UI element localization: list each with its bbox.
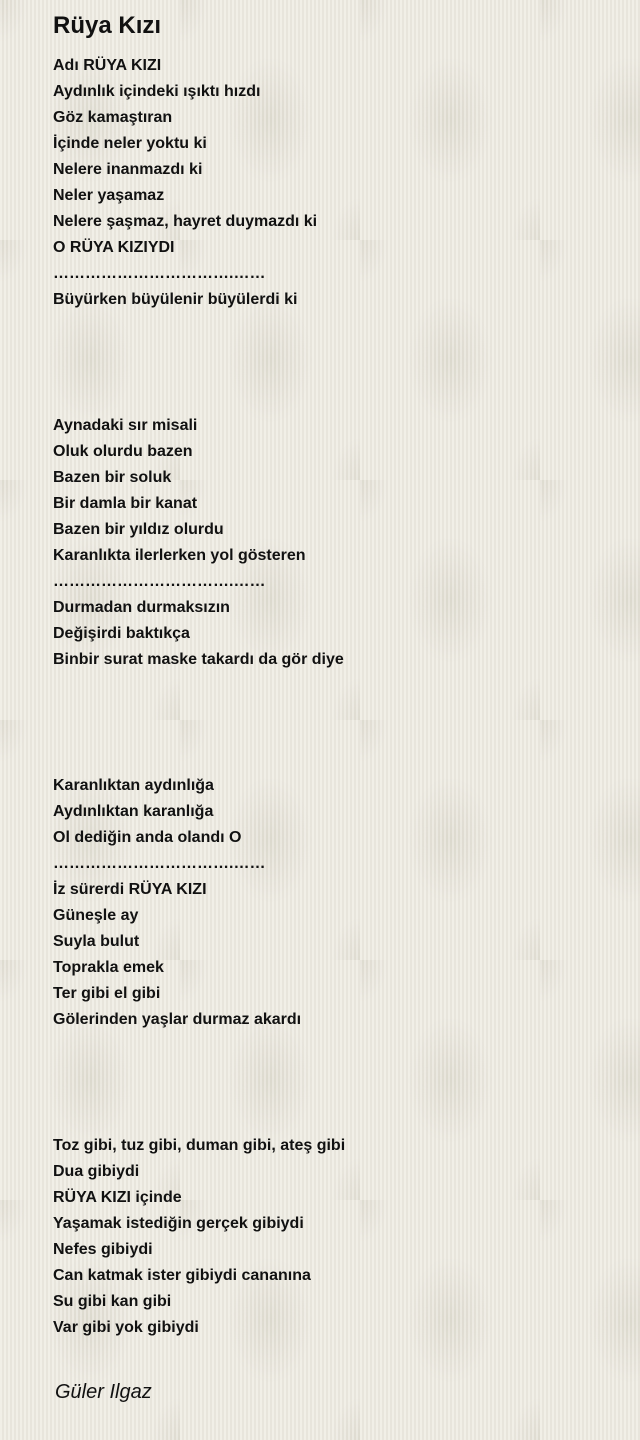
stanza-2 bbox=[53, 413, 613, 673]
poem-line: İz sürerdi RÜYA KIZI bbox=[53, 881, 207, 898]
poem-line: …………………………….…… bbox=[53, 573, 266, 590]
poem-line: Ter gibi el gibi bbox=[53, 985, 161, 1002]
poem-line: Nefes gibiydi bbox=[53, 1241, 153, 1258]
poem-line: Nelere inanmazdı ki bbox=[53, 161, 203, 178]
stanza-1 bbox=[53, 53, 613, 313]
poem-line: Karanlıktan aydınlığa bbox=[53, 777, 214, 794]
poem-line: Toprakla emek bbox=[53, 959, 164, 976]
poem-line: İçinde neler yoktu ki bbox=[53, 135, 207, 152]
poem-line: Adı RÜYA KIZI bbox=[53, 57, 162, 74]
poem-line: Gölerinden yaşlar durmaz akardı bbox=[53, 1011, 302, 1028]
poem-line: Büyürken büyülenir büyülerdi ki bbox=[53, 291, 298, 308]
poem-line: Suyla bulut bbox=[53, 933, 140, 950]
poem-line: Ol dediğin anda olandı O bbox=[53, 829, 242, 846]
poem-line: Değişirdi baktıkça bbox=[53, 625, 190, 642]
poem-title: Rüya Kızı bbox=[53, 12, 162, 39]
poem-line: Aydınlıktan karanlığa bbox=[53, 803, 214, 820]
stanza-gap bbox=[53, 313, 613, 413]
poem-line: Aydınlık içindeki ışıktı hızdı bbox=[53, 83, 261, 100]
poem bbox=[53, 10, 613, 1341]
stanza-4 bbox=[53, 1133, 613, 1341]
poem-line: Karanlıkta ilerlerken yol gösteren bbox=[53, 547, 306, 564]
poem-line: Can katmak ister gibiydi cananına bbox=[53, 1267, 311, 1284]
poem-line: Var gibi yok gibiydi bbox=[53, 1319, 199, 1336]
poem-author: Güler Ilgaz bbox=[55, 1381, 152, 1403]
poem-line: Binbir surat maske takardı da gör diye bbox=[53, 651, 344, 668]
poem-line: Toz gibi, tuz gibi, duman gibi, ateş gibi bbox=[53, 1137, 346, 1154]
poem-line: Su gibi kan gibi bbox=[53, 1293, 172, 1310]
poem-line: Bazen bir yıldız olurdu bbox=[53, 521, 224, 538]
stanza-gap bbox=[53, 1033, 613, 1133]
poem-line: Göz kamaştıran bbox=[53, 109, 173, 126]
poem-line: Bazen bir soluk bbox=[53, 469, 172, 486]
poem-line: …………………………….…… bbox=[53, 265, 266, 282]
poem-line: RÜYA KIZI içinde bbox=[53, 1189, 182, 1206]
poem-line: Bir damla bir kanat bbox=[53, 495, 198, 512]
poem-line: Aynadaki sır misali bbox=[53, 417, 198, 434]
poem-line: O RÜYA KIZIYDI bbox=[53, 239, 175, 256]
poem-line: Nelere şaşmaz, hayret duymazdı ki bbox=[53, 213, 318, 230]
poem-line: Neler yaşamaz bbox=[53, 187, 165, 204]
poem-line: Yaşamak istediğin gerçek gibiydi bbox=[53, 1215, 304, 1232]
poem-line: Güneşle ay bbox=[53, 907, 139, 924]
poem-line: Oluk olurdu bazen bbox=[53, 443, 193, 460]
poem-line: Dua gibiydi bbox=[53, 1163, 140, 1180]
stanza-gap bbox=[53, 673, 613, 773]
poem-line: Durmadan durmaksızın bbox=[53, 599, 230, 616]
stanza-3 bbox=[53, 773, 613, 1033]
poem-line: …………………………….…… bbox=[53, 855, 266, 872]
